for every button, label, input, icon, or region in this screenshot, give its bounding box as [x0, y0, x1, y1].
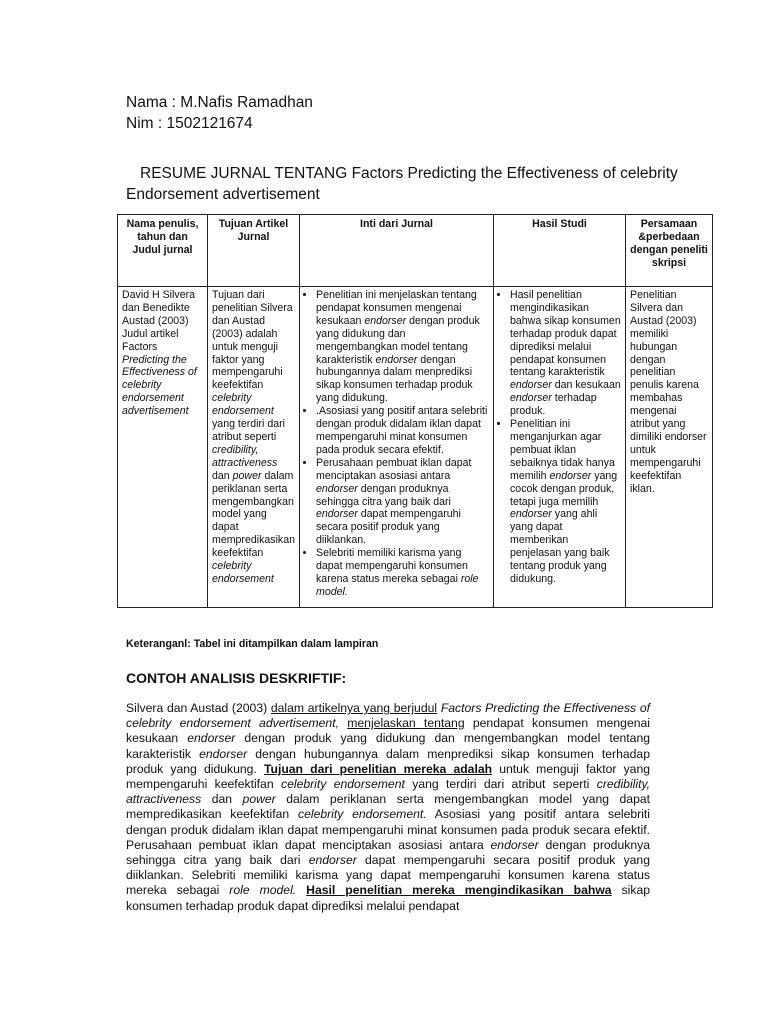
student-nim: Nim : 1502121674	[126, 115, 253, 132]
table-note: Keteranganl: Tabel ini ditampilkan dalam lampiran	[126, 638, 379, 650]
header-result: Hasil Studi	[494, 215, 626, 287]
list-item: • .Asosiasi yang positif antara selebriti dengan produk didalam iklan dapat mempengaruhi minat konsumen pada produk secara efektif.	[316, 405, 489, 457]
list-item: • Penelitian ini menjelaskan tentang pendapat konsumen mengenai kesukaan endorser dengan produk yang didukung dan mengembangkan model tentang karakteristik endorser dengan hubungannya dalam menprediksi sikap konsumen terhadap produk yang didukung.	[316, 289, 489, 405]
cell-purpose: Tujuan dari penelitian Silvera dan Austad (2003) adalah untuk menguji faktor yang mempengaruhi keefektifan celebrity endorsement yang terdiri dari atribut seperti credibility, attractiveness dan power dalam periklanan serta mengembangkan model yang dapat mempredikasikan keefektifan celebrity endorsement	[208, 287, 300, 608]
cell-core	[300, 287, 494, 608]
cell-author: David H Silvera dan Benedikte Austad (2003) Judul artikel Factors Predicting the Effectiveness of celebrity endorsement advertisement	[118, 287, 208, 608]
list-item: • Perusahaan pembuat iklan dapat menciptakan asosiasi antara endorser dengan produknya sehingga citra yang baik dari endorser dapat mempengaruhi secara positif produk yang diiklankan.	[316, 457, 489, 547]
header-comparison: Persamaan &perbedaan dengan peneliti skripsi	[626, 215, 713, 287]
header-purpose: Tujuan Artikel Jurnal	[208, 215, 300, 287]
table-header-row	[118, 215, 713, 287]
cell-comparison: Penelitian Silvera dan Austad (2003) memiliki hubungan dengan penelitian penulis karena membahas mengenai atribut yang dimiliki endorser untuk mempengaruhi keefektifan iklan.	[626, 287, 713, 608]
student-name: Nama : M.Nafis Ramadhan	[126, 94, 313, 111]
section-heading: CONTOH ANALISIS DESKRIFTIF:	[126, 670, 347, 686]
cell-result	[494, 287, 626, 608]
document-title: RESUME JURNAL TENTANG Factors Predicting the Effectiveness of celebrity Endorsement advertisement	[126, 165, 678, 203]
table-row	[118, 287, 713, 608]
header-author: Nama penulis, tahun dan Judul jurnal	[118, 215, 208, 287]
list-item: • Selebriti memiliki karisma yang dapat mempengaruhi konsumen karena status mereka sebagai role model.	[316, 547, 489, 599]
list-item: • Hasil penelitian mengindikasikan bahwa sikap konsumen terhadap produk dapat diprediksi melalui pendapat konsumen tentang karakteristik endorser dan kesukaan endorser terhadap produk.	[510, 289, 621, 418]
analysis-paragraph: Silvera dan Austad (2003) dalam artikelnya yang berjudul Factors Predicting the Effectiveness of celebrity endorsement advertisement, menjelaskan tentang pendapat konsumen mengenai kesukaan endorser dengan produk yang didukung dan mengembangkan model tentang karakteristik endorser dengan hubungannya dalam menprediksi sikap konsumen terhadap produk yang didukung. Tujuan dari penelitian mereka adalah untuk menguji faktor yang mempengaruhi keefektifan celebrity endorsement yang terdiri dari atribut seperti credibility, attractiveness dan power dalam periklanan serta mengembangkan model yang dapat mempredikasikan keefektifan celebrity endorsement. Asosiasi yang positif antara selebriti dengan produk didalam iklan dapat mempengaruhi minat konsumen pada produk secara efektif. Perusahaan pembuat iklan dapat menciptakan asosiasi antara endorser dengan produknya sehingga citra yang baik dari endorser dapat mempengaruhi secara positif produk yang diiklankan. Selebriti memiliki karisma yang dapat mempengaruhi konsumen karena status mereka sebagai role model. Hasil penelitian mereka mengindikasikan bahwa sikap konsumen terhadap produk dapat diprediksi melalui pendapat	[126, 701, 651, 913]
list-item: • Penelitian ini menganjurkan agar pembuat iklan sebaiknya tidak hanya memilih endorser yang cocok dengan produk, tetapi juga memilih endorser yang ahli yang dapat memberikan penjelasan yang baik tentang produk yang didukung.	[510, 418, 621, 586]
student-info	[126, 92, 313, 134]
resume-table	[117, 214, 713, 608]
header-core: Inti dari Jurnal	[300, 215, 494, 287]
